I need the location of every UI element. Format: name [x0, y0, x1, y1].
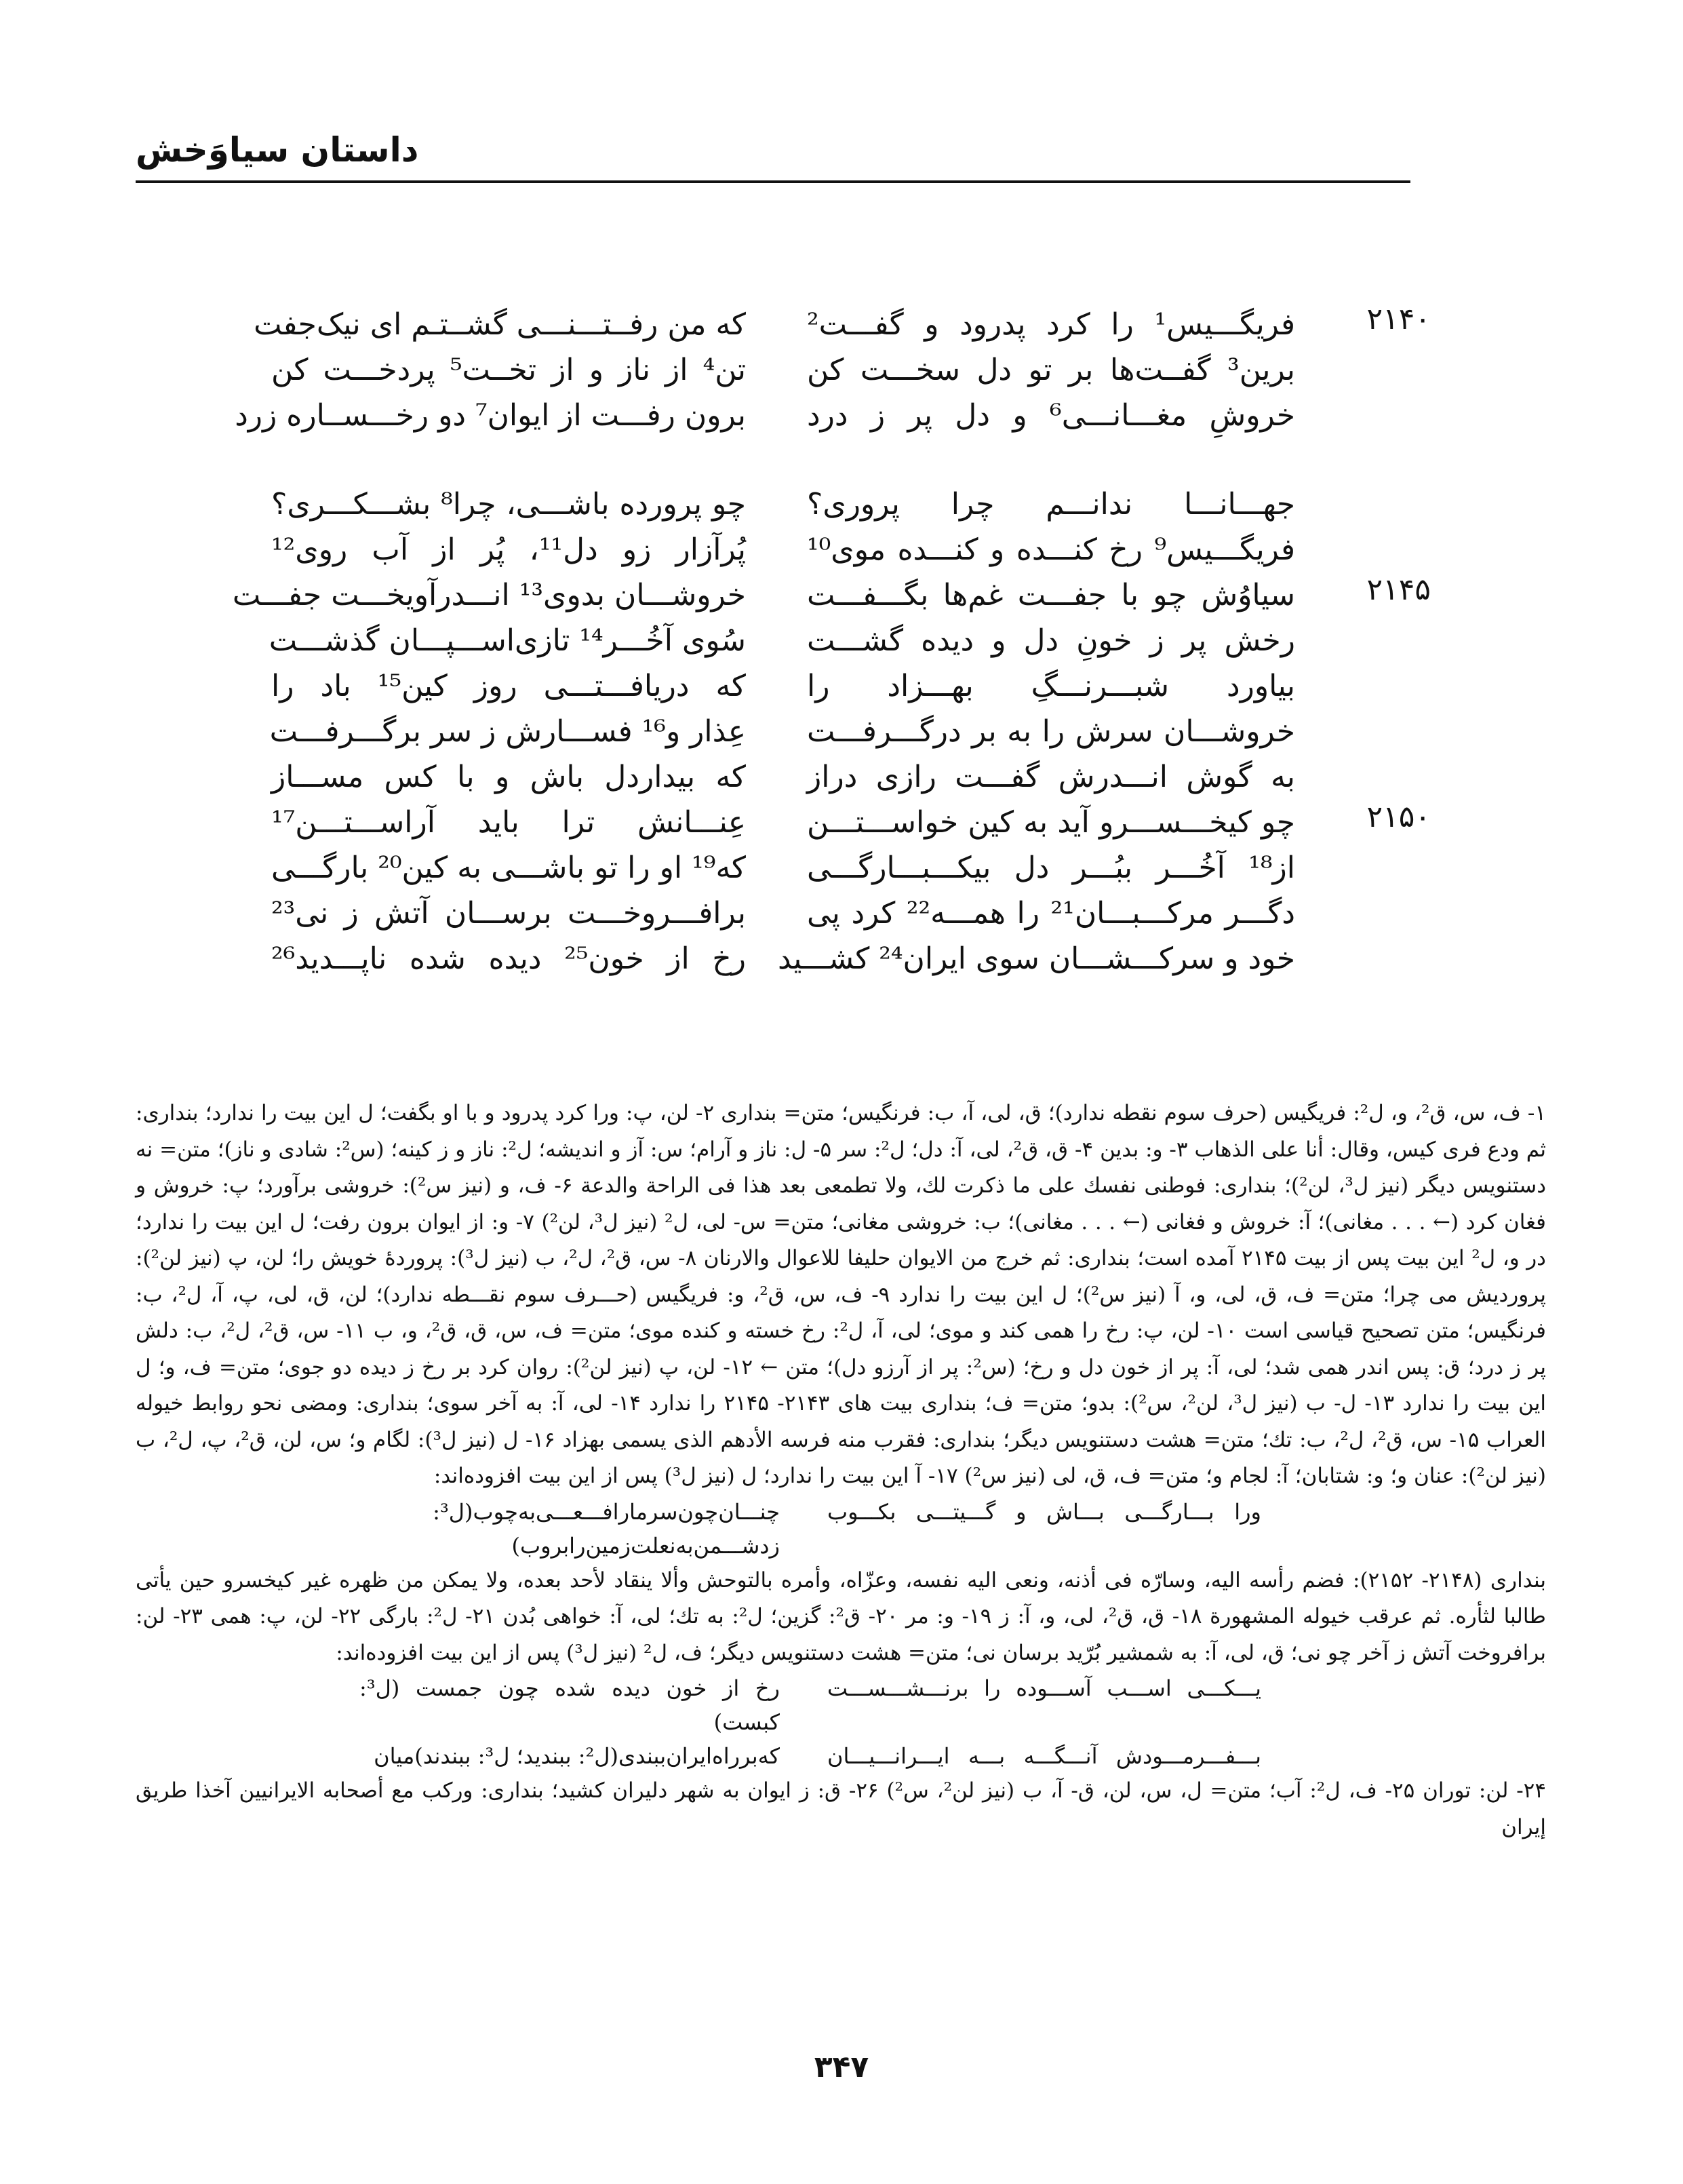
second-hemistich: که¹⁹ او را تو باشـــی به کین²⁰ بارگـــی: [271, 851, 746, 885]
couplet: [251, 936, 1431, 981]
second-hemistich: برافـــروخـــت برســـان آتش ز نی²³: [271, 896, 746, 931]
first-hemistich: به گوش انـــدرش گفـــت رازی دراز: [807, 760, 1295, 794]
second-hemistich: عِنـــانش ترا باید آراســـتـــن¹⁷: [271, 805, 746, 840]
added-verse-first-hemistich: یـــکـــی اســـب آســـوده را برنـــشـــســـت: [827, 1675, 1261, 1701]
couplet: [251, 527, 1431, 572]
second-hemistich: تن⁴ از ناز و از تخــت⁵ پردخـــت کن: [271, 353, 746, 387]
footnote-paragraph: ۲۴- لن: توران ۲۵- ف، ل²: آب؛ متن= ل، س، لن، ق- آ، ب (نیز لن²، س²) ۲۶- ق: ز ایوان به شهر دلیران کشید؛ بنداری: ورکب مع أصحابه الایرانیین آخذا طریق إیران: [136, 1778, 1546, 1839]
couplet: [251, 709, 1431, 754]
second-hemistich: که دریافـــتـــی روز کین¹⁵ باد را: [271, 669, 746, 703]
couplet: [251, 800, 1431, 845]
added-verse-first-hemistich: بـــفـــرمـــودش آنـــگـــه بـــه ایـــرانـــیـــان: [827, 1743, 1261, 1769]
couplet: [251, 302, 1431, 347]
first-hemistich: برین³ گفــت‌ها بر تو دل سخـــت کن: [807, 353, 1295, 387]
first-hemistich: فریگـــیس¹ را کرد پدرود و گفـــت²: [807, 307, 1295, 342]
first-hemistich: چو کیخـــســـرو آید به کین خواســـتـــن: [807, 805, 1295, 840]
added-verse: [136, 1739, 1546, 1773]
first-hemistich: از¹⁸ آخُـــر ببُـــر دل بیکـــبـــارگـــی: [807, 851, 1295, 885]
couplet: [251, 754, 1431, 800]
running-header-title: داستان سیاوَخش: [136, 130, 419, 170]
second-hemistich: عِذار و¹⁶ فســـارش ز سر برگـــرفـــت: [269, 714, 746, 749]
couplet: [251, 347, 1431, 393]
first-hemistich: خود و سرکـــشـــان سوی ایران²⁴ کشـــید: [778, 941, 1295, 976]
couplet: [251, 891, 1431, 936]
second-hemistich: پُرآزار زو دل¹¹، پُر از آب روی¹²: [271, 532, 746, 567]
couplet: [251, 482, 1431, 527]
second-hemistich: سُوی آخُـــر¹⁴ تازی‌اســـپـــان گذشـــت: [269, 623, 746, 658]
added-verse-second-hemistich: رخ از خون دیده شده چون جمست (ل³: کبست): [359, 1675, 780, 1735]
page-number: ۳۴۷: [814, 2050, 869, 2084]
first-hemistich: فریگـــیس⁹ رخ کنـــده و کنـــده موی¹⁰: [807, 532, 1295, 567]
added-verse-second-hemistich: که‌برراه‌ایران‌ببندی(ل²: ببندید؛ ل³: ببندند)میان: [374, 1743, 780, 1769]
added-verse-first-hemistich: ورا بـــارگـــی بـــاش و گـــیتـــی بکـــوب: [827, 1498, 1261, 1525]
footnote-paragraph: ۱- ف، س، ق²، و، ل²: فریگیس (حرف سوم نقطه ندارد)؛ ق، لی، آ، ب: فرنگیس؛ متن= بنداری ۲- لن، پ: ورا کرد پدرود و با او بگفت؛ ل این بیت را ندارد؛ بنداری: ثم ودع فری کیس، وقال: أنا علی الذهاب ۳- و: بدین ۴- ق، ق²، لی، آ: دل؛ ل²: سر ۵- ل: ناز و آرام؛ س: آز و اندیشه؛ ل²: ناز و ز کینه؛ (س²: شادی و ناز)؛ متن= نه دستنویس دیگر (نیز ل³، لن²)؛ بنداری: فوطنی نفسك علی ما ذکرت لك، ولا تطمعی بعد هذا فی الراحة والدعة ۶- ف، و (نیز س²): خروشی برآورد؛ پ: خروش و فغان کرد (← . . . مغانی)؛ آ: خروش و فغانی (← . . . مغانی)؛ ب: خروشی مغانی؛ متن= س- لی، ل² (نیز ل³، لن²) ۷- و: از ایوان برون رفت؛ ل این بیت را ندارد؛ در و، ل² این بیت پس از بیت ۲۱۴۵ آمده است؛ بنداری: ثم خرج من الایوان حلیفا للاعوال والارنان ۸- س، ق²، ل²، ب (نیز ل³): پروردهٔ خویش را؛ لن، پ (نیز لن²): پروردیش می چرا؛ متن= ف، ق، لی، و، آ (نیز س²)؛ ل این بیت را ندارد ۹- ف، س، ق²، و: فریگیس (حـــرف سوم نقـــطه ندارد)؛ لن، ق، لی، پ، آ، ل²، ب: فرنگیس؛ متن تصحیح قیاسی است ۱۰- لن، پ: رخ را همی کند و موی؛ لی، آ، ل²: رخ خسته و کنده موی؛ متن= ف، س، ق، ق²، و، ب ۱۱- س، ق²، ل²، ب: دلش پر ز درد؛ ق: پس اندر همی شد؛ لی، آ: پر از خون دل و رخ؛ (س²: پر از آرزو دل)؛ متن ← ۱۲- لن، پ (نیز لن²): روان کرد بر رخ ز دیده دو جوی؛ متن= ف، و؛ ل این بیت را ندارد ۱۳- ل- ب (نیز ل³، لن²، س²): بدو؛ متن= ف؛ بنداری بیت های ۲۱۴۳- ۲۱۴۵ را ندارد ۱۴- لی، آ: به آخر سوی؛ بنداری: ومضی نحو روابط خیوله العراب ۱۵- س، ق²، ل²، ب: تك؛ متن= هشت دستنویس دیگر؛ بنداری: فقرب منه فرسه الأدهم الذی یسمی بهزاد ۱۶- ل (نیز ل³): لگام و؛ س، لن، ق²، پ، ل²، ب (نیز لن²): عنان و؛ و: شتابان؛ آ: لجام و؛ متن= ف، ق، لی (نیز س²) ۱۷- آ این بیت را ندارد؛ ل (نیز ل³) پس از این بیت افزوده‌اند:: [136, 1101, 1547, 1488]
second-hemistich: که بیداردل باش و با کس مســـاز: [271, 760, 746, 794]
first-hemistich: سیاوُش چو با جفـــت غم‌ها بگـــفـــت: [807, 578, 1295, 612]
first-hemistich: رخش پر ز خونِ دل و دیده گشـــت: [807, 623, 1295, 658]
first-hemistich: جهـــانـــا ندانـــم چرا پروری؟: [807, 487, 1295, 522]
couplet: [251, 663, 1431, 709]
header-rule: [136, 180, 1410, 183]
verse-block: [232, 302, 1431, 981]
couplet: [251, 618, 1431, 663]
added-verse-second-hemistich: چنـــان‌چون‌سرمارافـــعـــی‌به‌چوب(ل³: زدشـــمن‌به‌نعلت‌زمین‌رابروب): [433, 1498, 780, 1559]
second-hemistich: که من رفــتـــنـــی گشــتـم ای نیک‌جفت: [254, 307, 746, 342]
verse-number: ۲۱۴۵: [1366, 572, 1431, 607]
second-hemistich: چو پرورده باشـــی، چرا⁸ بشـــکـــری؟: [271, 487, 746, 522]
couplet: [232, 572, 1431, 618]
couplet: [235, 393, 1431, 438]
couplet: [251, 845, 1431, 891]
second-hemistich: برون رفـــت از ایوان⁷ دو رخـــســاره زرد: [235, 398, 746, 433]
footnotes: [136, 1095, 1546, 1846]
verse-number: ۲۱۵۰: [1366, 800, 1431, 834]
first-hemistich: بیاورد شبـــرنـــگِ بهـــزاد را: [807, 669, 1295, 703]
second-hemistich: رخ از خون²⁵ دیده شده ناپـــدید²⁶: [271, 941, 746, 976]
added-verse: [136, 1495, 1546, 1563]
added-verse: [136, 1671, 1546, 1739]
first-hemistich: دگـــر مرکـــبـــان²¹ را همـــه²² کرد پی: [807, 896, 1295, 931]
verse-number: ۲۱۴۰: [1366, 302, 1431, 336]
first-hemistich: خروشِ مغـــانـــی⁶ و دل پر ز درد: [807, 398, 1295, 433]
first-hemistich: خروشـــان سرش را به بر درگـــرفـــت: [807, 714, 1295, 749]
second-hemistich: خروشـــان بدوی¹³ انـــدرآویخـــت جفـــت: [232, 578, 746, 612]
footnote-paragraph: بنداری (۲۱۴۸- ۲۱۵۲): فضم رأسه الیه، وسارّه فی أذنه، ونعی الیه نفسه، وعزّاه، وأمره بالتوحش وألا ینقاد لأحد بعده، ولا یمکن من ظهره غیر کیخسرو حین یأتی طالبا لثأره. ثم عرقب خیوله المشهورة ۱۸- ق، ق²، لی، و، آ: ز ۱۹- و: مر ۲۰- ق²: گزین؛ ل²: به تك؛ لی، آ: خواهی بُدن ۲۱- ل²: بارگی ۲۲- لن، پ: همی ۲۳- لن: برافروخت آتش ز آخر چو نی؛ ق، لی، آ: به شمشیر بُرّید برسان نی؛ متن= هشت دستنویس دیگر؛ ف، ل² (نیز ل³) پس از این بیت افزوده‌اند:: [136, 1567, 1546, 1665]
